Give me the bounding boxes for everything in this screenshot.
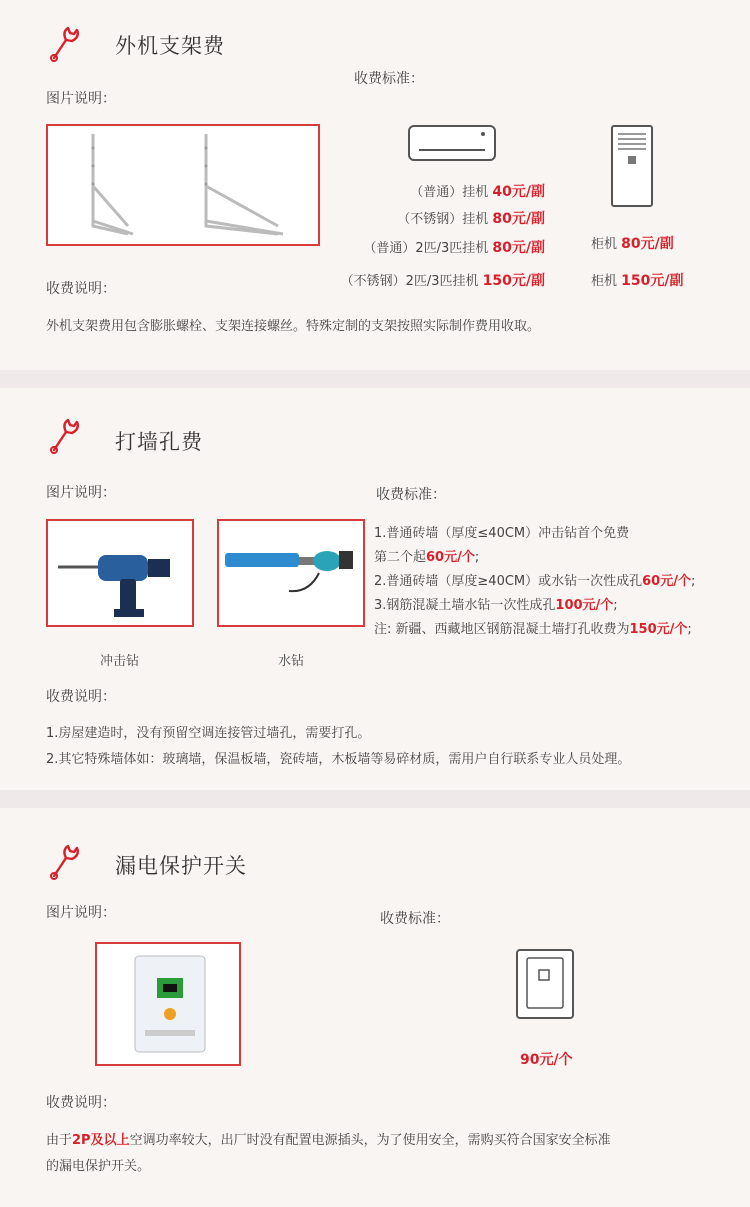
section-title: 外机支架费 (115, 34, 225, 58)
wall-ac-icon (407, 124, 497, 162)
fee-desc-line2: 的漏电保护开关。 (46, 1159, 151, 1174)
switch-image (95, 942, 241, 1066)
switch-outline-icon (515, 948, 575, 1020)
pic-label: 图片说明： (46, 485, 116, 501)
section-bracket-fee (0, 0, 750, 370)
fee-desc: 外机支架费用包含膨胀螺栓、支架连接螺丝。特殊定制的支架按照实际制作费用收取。 (46, 319, 541, 334)
pic-label: 图片说明： (46, 91, 116, 107)
fee-label: 收费说明： (46, 281, 116, 297)
section-divider (0, 790, 750, 808)
section-divider (0, 370, 750, 388)
section-leakage-switch (0, 808, 750, 1207)
std-line: 3.钢筋混凝土墙水钻一次性成孔100元/个; (374, 598, 618, 613)
wrench-icon (46, 842, 80, 882)
section-title: 漏电保护开关 (115, 854, 247, 878)
section-title: 打墙孔费 (115, 430, 203, 454)
impact-drill-caption: 冲击钻 (100, 654, 140, 669)
std-line: 2.普通砖墙（厚度≥40CM）或水钻一次性成孔60元/个; (374, 574, 696, 589)
water-drill-image (217, 519, 365, 627)
water-drill-caption: 水钻 (278, 654, 305, 669)
pic-label: 图片说明： (46, 905, 116, 921)
price-row: （普通）挂机 40元/副 (410, 184, 545, 200)
cabinet-ac-icon (610, 124, 654, 208)
std-line: 1.普通砖墙（厚度≤40CM）冲击钻首个免费 (374, 526, 630, 541)
fee-label: 收费说明： (46, 689, 116, 705)
bracket-image (46, 124, 320, 246)
section-wall-hole-fee (0, 388, 750, 790)
std-line: 第二个起60元/个; (374, 550, 480, 565)
std-line: 注: 新疆、西藏地区钢筋混凝土墙打孔收费为150元/个; (374, 622, 692, 637)
std-label: 收费标准： (376, 487, 446, 503)
switch-price: 90元/个 (520, 1052, 573, 1068)
cabinet-price: 柜机 80元/副 (591, 236, 674, 252)
price-row: （不锈钢）2匹/3匹挂机 150元/副 (340, 273, 545, 289)
price-row: （不锈钢）挂机 80元/副 (397, 211, 545, 227)
wrench-icon (46, 24, 80, 64)
fee-label: 收费说明： (46, 1095, 116, 1111)
fee-desc: 由于2P及以上空调功率较大，出厂时没有配置电源插头，为了使用安全，需购买符合国家安全标准 (46, 1133, 611, 1148)
std-label: 收费标准： (354, 71, 424, 87)
wrench-icon (46, 416, 80, 456)
cabinet-price: 柜机 150元/副 (591, 273, 684, 289)
std-label: 收费标准： (380, 911, 450, 927)
impact-drill-image (46, 519, 194, 627)
price-row: （普通）2匹/3匹挂机 80元/副 (363, 240, 545, 256)
fee-note: 2.其它特殊墙体如：玻璃墙，保温板墙，瓷砖墙，木板墙等易碎材质，需用户自行联系专业人员处理。 (46, 752, 631, 767)
fee-note: 1.房屋建造时，没有预留空调连接管过墙孔，需要打孔。 (46, 726, 371, 741)
